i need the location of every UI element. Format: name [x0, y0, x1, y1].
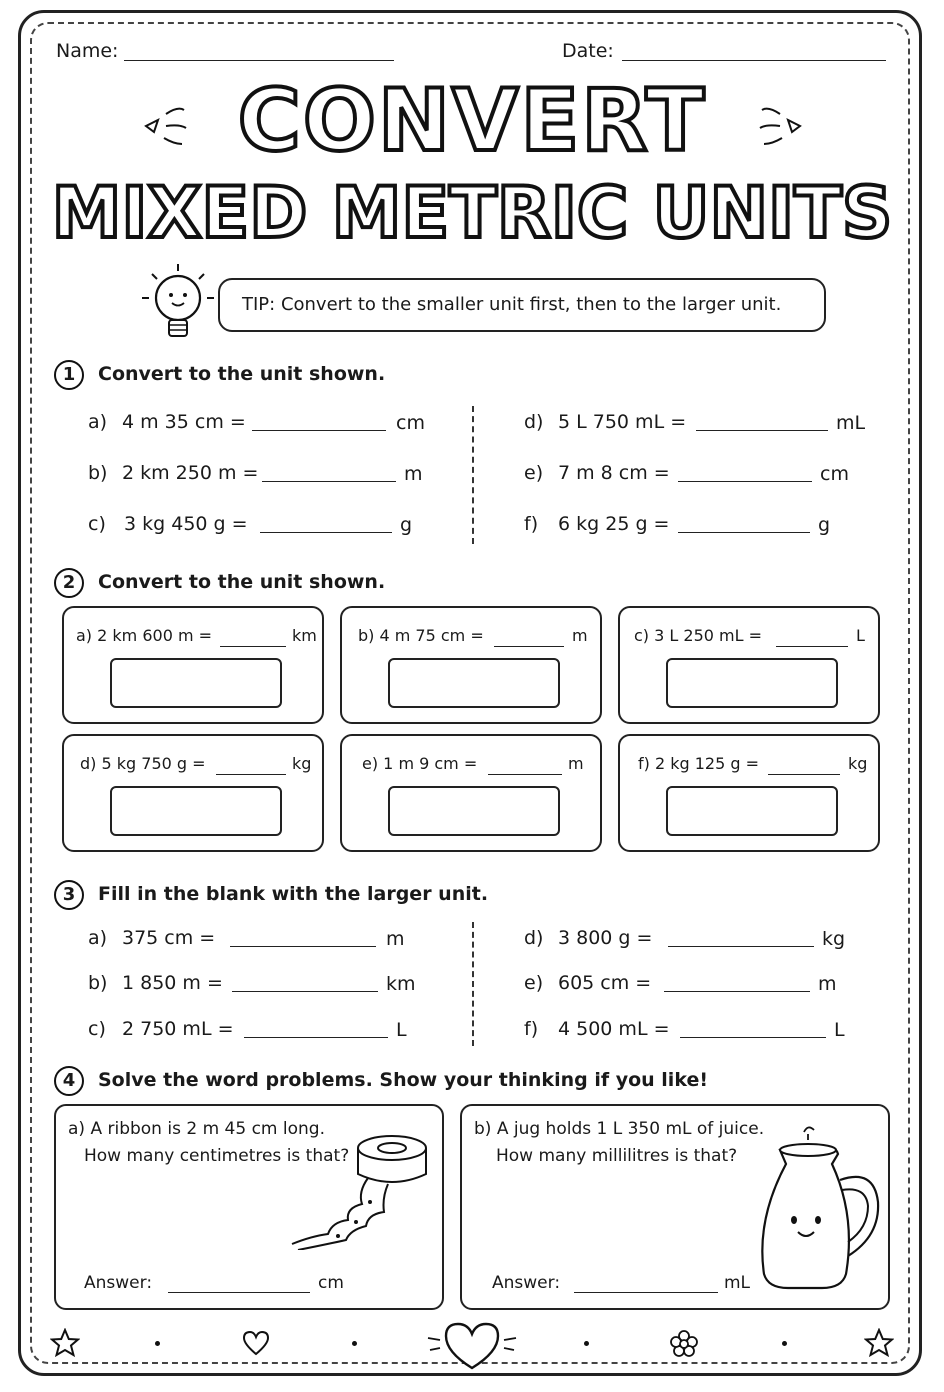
- jug-icon: [752, 1124, 884, 1296]
- working-box[interactable]: [666, 658, 838, 708]
- card-question: e) 1 m 9 cm =: [362, 754, 478, 773]
- card-question: c) 3 L 250 mL =: [634, 626, 763, 645]
- answer-blank[interactable]: [260, 532, 392, 533]
- s3-letter: b): [88, 972, 108, 994]
- s3-unit: L: [834, 1019, 845, 1041]
- column-divider: [472, 922, 474, 1046]
- dot-decoration: [352, 1341, 357, 1346]
- name-label: Name:: [56, 40, 119, 62]
- s1-letter: a): [88, 411, 108, 433]
- s1-unit: g: [818, 514, 831, 536]
- working-box[interactable]: [388, 658, 560, 708]
- answer-blank[interactable]: [168, 1292, 310, 1293]
- s1-unit: cm: [396, 412, 425, 434]
- heart-icon: [242, 1330, 270, 1356]
- s1-expr: 7 m 8 cm =: [558, 462, 670, 484]
- s1-unit: m: [404, 463, 423, 485]
- word-problem-card: [54, 1104, 444, 1310]
- sparkle-left-icon: [138, 100, 194, 156]
- answer-blank[interactable]: [494, 646, 564, 647]
- answer-label: Answer:: [84, 1273, 153, 1293]
- s1-unit: mL: [836, 412, 866, 434]
- dot-decoration: [155, 1341, 160, 1346]
- card-unit: kg: [848, 754, 868, 773]
- section-4-number: 4: [54, 1066, 84, 1096]
- card-question: d) 5 kg 750 g =: [80, 754, 206, 773]
- working-box[interactable]: [110, 658, 282, 708]
- answer-blank[interactable]: [664, 991, 810, 992]
- s3-expr: 3 800 g =: [558, 927, 653, 949]
- date-field[interactable]: [622, 60, 886, 61]
- flower-icon: [668, 1328, 700, 1358]
- s1-expr: 4 m 35 cm =: [122, 411, 246, 433]
- card-question: b) 4 m 75 cm =: [358, 626, 484, 645]
- s3-expr: 1 850 m =: [122, 972, 223, 994]
- conversion-card: [62, 606, 324, 724]
- s1-letter: c): [88, 513, 106, 535]
- card-unit: km: [292, 626, 317, 645]
- dot-decoration: [584, 1341, 589, 1346]
- lightbulb-icon: [138, 262, 218, 350]
- s3-expr: 2 750 mL =: [122, 1018, 234, 1040]
- card-question: a) 2 km 600 m =: [76, 626, 213, 645]
- s3-unit: m: [386, 928, 405, 950]
- conversion-card: [62, 734, 324, 852]
- section-2-heading: Convert to the unit shown.: [98, 571, 386, 593]
- problem-line-1: a) A ribbon is 2 m 45 cm long.: [68, 1119, 325, 1139]
- answer-blank[interactable]: [232, 991, 378, 992]
- s3-expr: 375 cm =: [122, 927, 216, 949]
- star-icon: [864, 1328, 894, 1358]
- card-question: f) 2 kg 125 g =: [638, 754, 760, 773]
- heart-icon: [422, 1318, 522, 1372]
- s3-expr: 605 cm =: [558, 972, 652, 994]
- answer-blank[interactable]: [768, 774, 840, 775]
- section-3-number: 3: [54, 880, 84, 910]
- answer-blank[interactable]: [678, 532, 810, 533]
- s3-unit: km: [386, 973, 416, 995]
- card-unit: L: [856, 626, 865, 645]
- s1-expr: 2 km 250 m =: [122, 462, 259, 484]
- s1-letter: f): [524, 513, 539, 535]
- answer-unit: mL: [724, 1273, 751, 1293]
- section-2-number: 2: [54, 568, 84, 598]
- answer-blank[interactable]: [252, 430, 386, 431]
- answer-blank[interactable]: [680, 1037, 826, 1038]
- section-3-heading: Fill in the blank with the larger unit.: [98, 883, 489, 905]
- card-unit: kg: [292, 754, 312, 773]
- working-box[interactable]: [388, 786, 560, 836]
- s1-expr: 3 kg 450 g =: [124, 513, 248, 535]
- answer-blank[interactable]: [776, 646, 848, 647]
- working-box[interactable]: [666, 786, 838, 836]
- dot-decoration: [782, 1341, 787, 1346]
- title-line-1: CONVERT: [237, 71, 707, 171]
- card-unit: m: [568, 754, 584, 773]
- s3-letter: e): [524, 972, 544, 994]
- s1-letter: d): [524, 411, 544, 433]
- sparkle-right-icon: [752, 100, 808, 156]
- problem-line-2: How many centimetres is that?: [84, 1146, 350, 1166]
- ribbon-icon: [288, 1122, 432, 1250]
- s1-letter: e): [524, 462, 544, 484]
- name-field[interactable]: [124, 60, 394, 61]
- section-1-number: 1: [54, 360, 84, 390]
- s3-letter: d): [524, 927, 544, 949]
- word-problem-card: [460, 1104, 890, 1310]
- answer-blank[interactable]: [696, 430, 828, 431]
- star-icon: [50, 1328, 80, 1358]
- s3-expr: 4 500 mL =: [558, 1018, 670, 1040]
- s3-letter: a): [88, 927, 108, 949]
- answer-unit: cm: [318, 1273, 344, 1293]
- title-line-2: MIXED METRIC UNITS: [51, 172, 893, 254]
- section-1-heading: Convert to the unit shown.: [98, 363, 386, 385]
- answer-blank[interactable]: [244, 1037, 388, 1038]
- s3-unit: kg: [822, 928, 846, 950]
- answer-blank[interactable]: [488, 774, 562, 775]
- answer-blank[interactable]: [678, 481, 812, 482]
- s3-unit: m: [818, 973, 837, 995]
- answer-blank[interactable]: [574, 1292, 718, 1293]
- conversion-card: [618, 734, 880, 852]
- answer-blank[interactable]: [220, 646, 286, 647]
- section-4-heading: Solve the word problems. Show your thinking if you like!: [98, 1069, 708, 1091]
- conversion-card: [618, 606, 880, 724]
- tip-text: TIP: Convert to the smaller unit first, then to the larger unit.: [242, 294, 782, 315]
- answer-blank[interactable]: [216, 774, 286, 775]
- conversion-card: [340, 606, 602, 724]
- s1-letter: b): [88, 462, 108, 484]
- card-unit: m: [572, 626, 588, 645]
- s1-expr: 5 L 750 mL =: [558, 411, 687, 433]
- working-box[interactable]: [110, 786, 282, 836]
- s1-unit: cm: [820, 463, 849, 485]
- answer-label: Answer:: [492, 1273, 561, 1293]
- conversion-card: [340, 734, 602, 852]
- problem-line-2: How many millilitres is that?: [496, 1146, 738, 1166]
- column-divider: [472, 406, 474, 544]
- answer-blank[interactable]: [230, 946, 376, 947]
- date-label: Date:: [562, 40, 614, 62]
- s1-expr: 6 kg 25 g =: [558, 513, 670, 535]
- s3-letter: c): [88, 1018, 106, 1040]
- problem-line-1: b) A jug holds 1 L 350 mL of juice.: [474, 1119, 765, 1139]
- s1-unit: g: [400, 514, 413, 536]
- s3-letter: f): [524, 1018, 539, 1040]
- s3-unit: L: [396, 1019, 407, 1041]
- answer-blank[interactable]: [668, 946, 814, 947]
- answer-blank[interactable]: [262, 481, 396, 482]
